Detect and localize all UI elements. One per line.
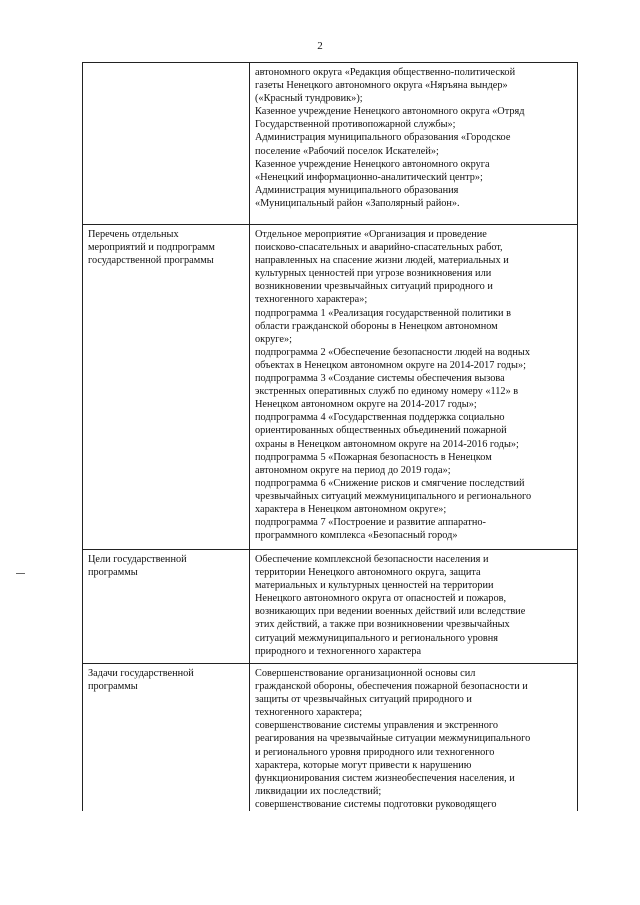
- text-line: возникновении чрезвычайных ситуаций природного и: [255, 281, 493, 293]
- text-line: поселение «Рабочий поселок Искателей»;: [255, 145, 439, 157]
- page-number: 2: [317, 40, 323, 52]
- text-line: экстренных оперативных служб по единому номеру «112» в: [255, 386, 519, 398]
- label-line: программы: [88, 681, 138, 693]
- text-line: этих действий, а также при возникновении чрезвычайных: [255, 619, 510, 631]
- text-line: газеты Ненецкого автономного округа «Няръяна вындер»: [255, 80, 508, 92]
- text-line: характера в Ненецком автономном округе»;: [255, 503, 447, 515]
- table-row-subprograms: [83, 225, 578, 550]
- text-line: Ненецком автономном округе на 2014-2017 годы»;: [255, 399, 477, 411]
- text-line: функционирования систем жизнеобеспечения населения, и: [255, 772, 515, 784]
- label-line: мероприятий и подпрограмм: [88, 242, 215, 254]
- label-line: программы: [88, 567, 138, 579]
- passport-table: [82, 62, 578, 811]
- text-line: чрезвычайных ситуаций межмуниципального и регионального: [255, 490, 532, 502]
- text-line: техногенного характера»;: [255, 294, 368, 306]
- text-line: и регионального уровня природного или техногенного: [255, 746, 495, 758]
- row-content-cell: [250, 63, 578, 225]
- text-line: гражданской обороны, обеспечения пожарной безопасности и: [255, 681, 528, 693]
- text-line: программного комплекса «Безопасный город»: [255, 530, 458, 542]
- row-content-cell: [250, 664, 578, 812]
- text-line: Обеспечение комплексной безопасности населения и: [255, 554, 489, 565]
- text-line: защиты от чрезвычайных ситуаций природного и: [255, 694, 472, 706]
- text-line: подпрограмма 5 «Пожарная безопасность в Ненецком: [255, 451, 492, 463]
- text-line: округе»;: [255, 333, 292, 345]
- row-content-cell: [250, 225, 578, 550]
- text-line: «Муниципальный район «Заполярный район».: [255, 197, 460, 209]
- text-line: подпрограмма 6 «Снижение рисков и смягчение последствий: [255, 477, 525, 489]
- text-line: Казенное учреждение Ненецкого автономного округа «Отряд: [255, 106, 525, 118]
- text-line: Совершенствование организационной основы сил: [255, 668, 476, 679]
- text-line: характера, которые могут привести к нарушению: [255, 759, 472, 771]
- text-line: автономном округе на период до 2019 года»;: [255, 464, 451, 476]
- text-line: материальных и культурных ценностей на территории: [255, 580, 494, 592]
- text-line: ориентированных общественных объединений пожарной: [255, 425, 507, 437]
- text-line: объектах в Ненецком автономном округе на 2014-2017 годы»;: [255, 359, 526, 371]
- row-label-cell: [83, 664, 250, 812]
- text-line: охраны в Ненецком автономном округе на 2014-2016 годы»;: [255, 438, 519, 450]
- text-line: подпрограмма 2 «Обеспечение безопасности людей на водных: [255, 346, 530, 358]
- text-line: автономного округа «Редакция общественно-политической: [255, 67, 516, 78]
- text-line: природного и техногенного характера: [255, 645, 422, 657]
- table-row-executors: [83, 63, 578, 225]
- text-line: ситуаций межмуниципального и регионального уровня: [255, 632, 498, 644]
- table-row-tasks: [83, 664, 578, 812]
- text-line: («Красный тундровик»);: [255, 93, 363, 105]
- text-line: подпрограмма 7 «Построение и развитие аппаратно-: [255, 517, 486, 529]
- text-line: возникающих при ведении военных действий или вследствие: [255, 606, 526, 618]
- table-row-goals: [83, 550, 578, 664]
- row-label-cell: [83, 225, 250, 550]
- label-line: государственной программы: [88, 255, 214, 267]
- text-line: «Ненецкий информационно-аналитический центр»;: [255, 171, 483, 183]
- text-line: подпрограмма 3 «Создание системы обеспечения вызова: [255, 373, 505, 385]
- text-line: Ненецкого автономного округа от опасностей и пожаров,: [255, 593, 507, 605]
- margin-mark: [16, 573, 25, 574]
- text-line: совершенствование системы подготовки руководящего: [255, 798, 497, 810]
- label-line: Перечень отдельных: [88, 229, 179, 240]
- text-line: Администрация муниципального образования «Городское: [255, 132, 511, 144]
- text-line: Администрация муниципального образования: [255, 184, 459, 196]
- row-content-cell: [250, 550, 578, 664]
- label-line: Задачи государственной: [88, 668, 194, 679]
- text-line: техногенного характера;: [255, 707, 363, 719]
- text-line: Отдельное мероприятие «Организация и проведение: [255, 229, 487, 240]
- text-line: Государственной противопожарной службы»;: [255, 119, 456, 131]
- text-line: подпрограмма 1 «Реализация государственной политики в: [255, 307, 511, 319]
- text-line: Казенное учреждение Ненецкого автономного округа: [255, 158, 490, 170]
- text-line: ликвидации их последствий;: [255, 785, 382, 797]
- label-line: Цели государственной: [88, 554, 187, 565]
- row-label-cell: [83, 550, 250, 664]
- text-line: совершенствование системы управления и экстренного: [255, 720, 499, 732]
- text-line: области гражданской обороны в Ненецком автономном: [255, 320, 498, 332]
- text-line: культурных ценностей при угрозе возникновения или: [255, 268, 492, 280]
- text-line: поисково-спасательных и аварийно-спасательных работ,: [255, 242, 503, 254]
- text-line: реагирования на чрезвычайные ситуации межмуниципального: [255, 733, 531, 745]
- text-line: территории Ненецкого автономного округа, защита: [255, 567, 481, 579]
- text-line: подпрограмма 4 «Государственная поддержка социально: [255, 412, 505, 424]
- row-label-cell: [83, 63, 250, 225]
- text-line: направленных на спасение жизни людей, материальных и: [255, 255, 509, 267]
